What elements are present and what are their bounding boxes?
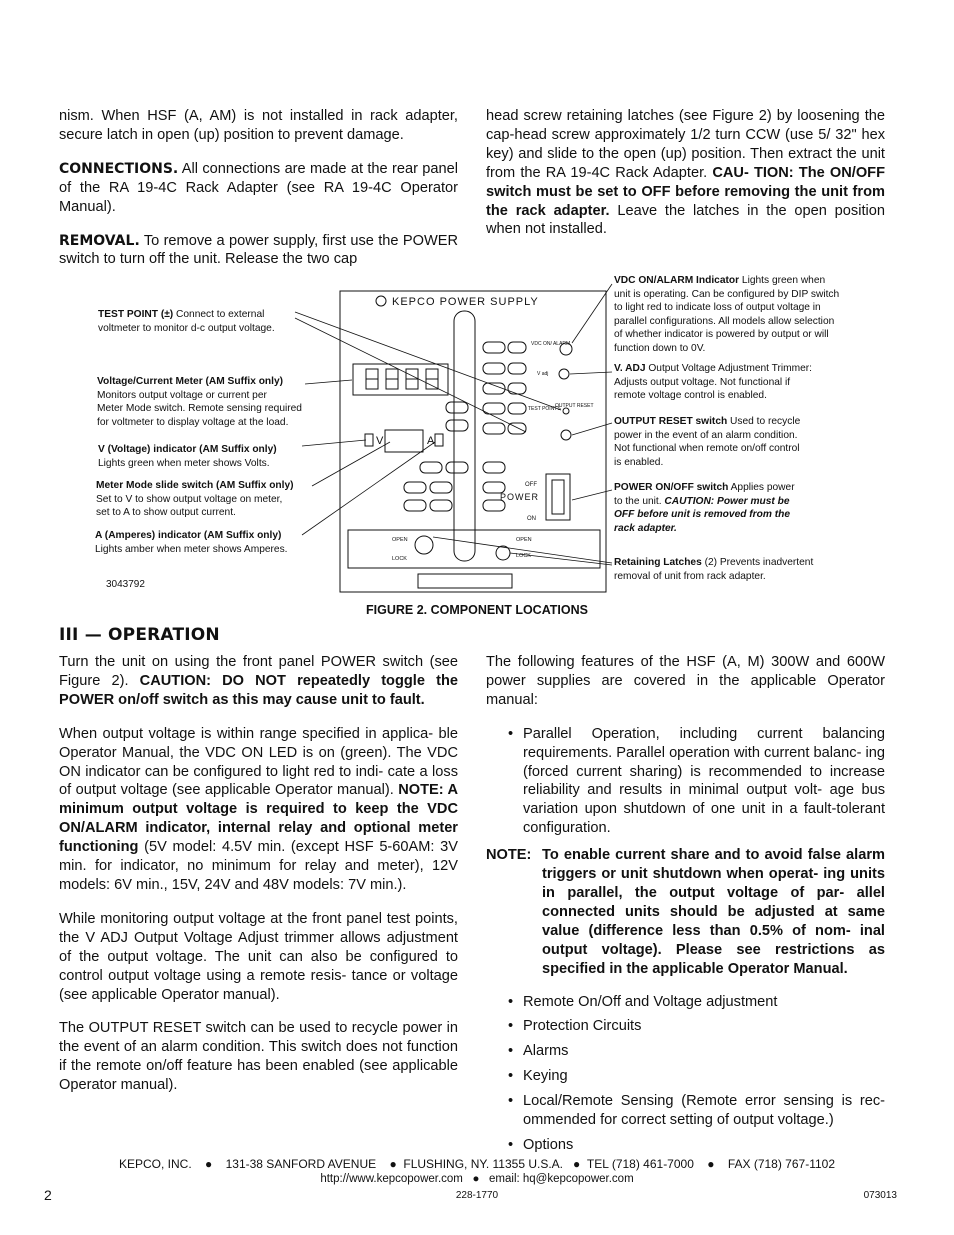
doc-number: 228-1770 <box>455 1190 499 1201</box>
operation-paragraph-3: While monitoring output voltage at the front panel test points, the V ADJ Output Voltage Adjust trimmer allows adjustment of the output voltage. The unit can also be configured to control output voltage using a remote resis- tance or voltage (see applicable Operator manual). <box>59 910 458 1003</box>
right-column-top <box>486 107 885 254</box>
email-link[interactable]: email: hq@kepcopower.com <box>489 1173 634 1185</box>
panel-on-label: ON <box>527 516 536 522</box>
list-item: • Protection Circuits <box>523 1017 885 1036</box>
list-item: • Alarms <box>523 1042 885 1061</box>
date-code: 073013 <box>863 1190 897 1201</box>
vadj-trimmer-icon <box>559 369 569 379</box>
latch-left-icon <box>415 536 433 554</box>
panel-v-label: V <box>376 435 384 447</box>
list-item: • Parallel Operation, including current balancing requirements. Parallel operation with current balanc- ing (forced current sharing) is recommended to increase reliability and results in minimal output volt- age bus variation upon shutdown of one unit in a fault-tolerant configuration. <box>523 725 885 838</box>
list-item: • Keying <box>523 1067 885 1086</box>
removal-continued-paragraph: head screw retaining latches (see Figure 2) by loosening the cap-head screw approximately 1/2 turn CCW (use 5/ 32" hex key) and slide to the open (up) position. Then extract the unit from the RA 19-4C Rack Adapter. CAU- TION: The ON/OFF switch must be set to OFF before removing the unit from the rack adapter. Leave the latches in the open position when not installed. <box>486 108 886 238</box>
panel-vdc-label: VDC ON/ ALARM <box>531 341 571 347</box>
callout-vadj: V. ADJ Output Voltage Adjustment Trimmer: Adjusts output voltage. Not functional if remote voltage control is enabled. <box>614 363 813 401</box>
page-number: 2 <box>44 1187 52 1203</box>
operation-paragraph-2: When output voltage is within range specified in applica- ble Operator Manual, the VDC ON LED is on (green). The VDC ON indicator can be configured to light red to indi- cate a loss of output voltage (see applicable Operator manual). NOTE: A minimum output voltage is required to keep the VDC ON/ALARM indicator, internal relay and optional meter functioning (5V model: 4.5V min. (except HSF 5-60AM: 3V min. for indicator, no minimum for relay and meter), 12V models: 6V min., 15V, 24V and 48V models: 7V min.). <box>59 725 458 893</box>
callout-vdc-alarm: VDC ON/ALARM Indicator Lights green when unit is operating. Can be configured by DIP switch to light red to indicate loss of output voltage in parallel configurations. All models allow selection of whether indicator is powered by output or will function down to 0V. <box>614 275 840 354</box>
panel-power-label: POWER <box>500 492 540 502</box>
callout-test-point: TEST POINT (±) Connect to external voltmeter to monitor d-c output voltage. <box>98 309 275 334</box>
panel-test-label: TEST POINTS <box>528 406 561 412</box>
panel-reset-label: OUTPUT RESET <box>555 403 594 409</box>
parallel-note <box>486 846 885 978</box>
panel-open-right: OPEN <box>516 537 532 543</box>
bottom-slot <box>418 574 512 588</box>
panel-a-label: A <box>427 435 435 447</box>
list-item: • Options <box>523 1136 885 1155</box>
section-title: III — OPERATION <box>59 625 220 645</box>
footer-address-line: KEPCO, INC. ● 131-38 SANFORD AVENUE ● FLUSHING, NY. 11355 U.S.A. ● TEL (718) 461-7000 ● FAX (718) 767-1102 <box>119 1157 835 1171</box>
callout-meter-mode: Meter Mode slide switch (AM Suffix only) Set to V to show output voltage on meter, set to A to show output current. <box>96 480 294 518</box>
latch-area <box>348 530 600 568</box>
left-column-top <box>59 107 458 284</box>
panel-off-label: OFF <box>525 482 537 488</box>
connections-paragraph: CONNECTIONS. All connections are made at the rear panel of the RA 19-4C Rack Adapter (see RA 19-4C Operator Manual). <box>59 160 458 215</box>
v-indicator <box>365 434 373 446</box>
features-list <box>486 993 885 1155</box>
reset-switch-icon <box>561 430 571 440</box>
handle <box>454 311 475 561</box>
intro-paragraph: nism. When HSF (A, AM) is not installed in rack adapter, secure latch in open (up) position to prevent damage. <box>59 108 458 143</box>
removal-caution: CAU- TION: The ON/OFF switch must be set to OFF before removing the unit from the rack adapter. <box>486 164 886 219</box>
power-switch <box>546 474 570 520</box>
power-rocker <box>552 480 564 514</box>
figure-id: 3043792 <box>106 579 145 590</box>
callout-v-indicator: V (Voltage) indicator (AM Suffix only) Lights green when meter shows Volts. <box>98 444 277 469</box>
operation-paragraph-4: The OUTPUT RESET switch can be used to recycle power in the event of an alarm condition. This switch does not function if the remote on/off feature has been enabled (see applicable Operator manual). <box>59 1020 458 1094</box>
callout-meter: Voltage/Current Meter (AM Suffix only) Monitors output voltage or current per Meter Mode switch. Remote sensing required for voltmeter to display voltage at the load. <box>97 376 302 428</box>
callout-latches: Retaining Latches (2) Prevents inadvertent removal of unit from rack adapter. <box>614 557 814 582</box>
callout-output-reset: OUTPUT RESET switch Used to recycle power in the event of an alarm condition. Not functional when remote on/off control is enabled. <box>614 416 801 468</box>
list-item: • Local/Remote Sensing (Remote error sensing is rec- ommended for correct setting of output voltage.) <box>523 1092 885 1130</box>
callout-a-indicator: A (Amperes) indicator (AM Suffix only) Lights amber when meter shows Amperes. <box>95 530 288 555</box>
footer-web-line: http://www.kepcopower.com ● email: hq@kepcopower.com <box>320 1173 634 1185</box>
note-text: To enable current share and to avoid false alarm triggers or unit shutdown when operat- ing units in parallel, the output voltage of par- allel connected units should be adjusted at same value (difference less than 0.5% of nom- inal output voltage). Please see restrictions as specified in the applicable Operator Manual. <box>542 847 885 977</box>
kepco-logo-icon <box>376 296 386 306</box>
panel-vadj-label: V adj <box>537 371 549 377</box>
meter-mode-switch <box>385 430 423 452</box>
list-item: • Remote On/Off and Voltage adjustment <box>523 993 885 1012</box>
operation-paragraph-1: Turn the unit on using the front panel POWER switch (see Figure 2). CAUTION: DO NOT repeatedly toggle the POWER on/off switch as this may cause unit to fault. <box>59 654 458 708</box>
panel-lock-right: LOCK <box>516 553 531 559</box>
callout-power-switch: POWER ON/OFF switch Applies power to the unit. CAUTION: Power must be OFF before unit is removed from the rack adapter. <box>614 482 795 534</box>
website-link[interactable]: http://www.kepcopower.com <box>320 1173 463 1185</box>
removal-heading: REMOVAL. <box>59 232 140 249</box>
panel-open-left: OPEN <box>392 537 408 543</box>
a-indicator <box>435 434 443 446</box>
meter-display <box>353 364 448 395</box>
note-label: NOTE: <box>486 847 532 864</box>
panel-ovals-right <box>483 342 526 511</box>
features-list-top <box>486 725 885 838</box>
panel-brand: KEPCO POWER SUPPLY <box>392 296 539 308</box>
panel-lock-left: LOCK <box>392 556 407 562</box>
left-column-bottom <box>59 653 458 1110</box>
right-column-bottom <box>486 653 885 1165</box>
figure-caption: FIGURE 2. COMPONENT LOCATIONS <box>366 603 588 617</box>
connections-heading: CONNECTIONS. <box>59 160 179 177</box>
features-intro: The following features of the HSF (A, M) 300W and 600W power supplies are covered in the applicable Operator manual: <box>486 654 885 708</box>
removal-paragraph: REMOVAL. To remove a power supply, first use the POWER switch to turn off the unit. Release the two cap <box>59 232 458 268</box>
